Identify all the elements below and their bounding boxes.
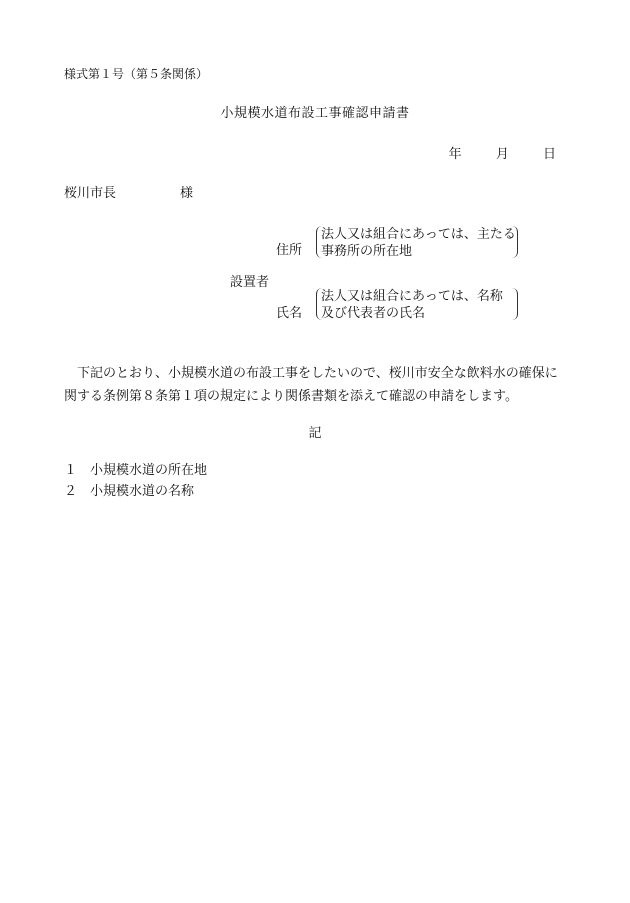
addressee-name: 桜川市長 [64, 186, 117, 201]
list-item-number: １ [64, 463, 78, 478]
date-month: 月 [495, 147, 509, 162]
list-item-label: 小規模水道の所在地 [90, 463, 208, 478]
address-note-line-2: 事務所の所在地 [321, 244, 413, 259]
addressee [64, 187, 193, 200]
address-note-bracket [316, 226, 518, 258]
address-note-line-1: 法人又は組合にあっては、主たる [321, 227, 516, 242]
list-item [64, 464, 207, 477]
name-note-line-2: 及び代表者の氏名 [321, 306, 426, 321]
name-label: 氏名 [276, 306, 303, 321]
address-label: 住所 [276, 243, 303, 258]
list-item-number: ２ [64, 484, 78, 499]
name-note-bracket [316, 288, 518, 320]
name-note-line-1: 法人又は組合にあっては、名称 [321, 289, 503, 304]
list-item-label: 小規模水道の名称 [90, 484, 195, 499]
ki-heading: 記 [308, 426, 322, 441]
addressee-honorific: 様 [180, 186, 194, 201]
body-paragraph: 下記のとおり、小規模水道の布設工事をしたいので、桜川市安全な飲料水の確保に関する条例第８条第１項の規定により関係書類を添えて確認の申請をします。 [64, 366, 558, 404]
installer-label: 設置者 [230, 275, 270, 290]
date-year: 年 [448, 147, 462, 162]
document-title: 小規模水道布設工事確認申請書 [220, 106, 410, 121]
date-line [449, 148, 556, 161]
list-item [64, 485, 194, 498]
date-day: 日 [542, 147, 556, 162]
form-number: 様式第１号（第５条関係） [64, 67, 209, 81]
